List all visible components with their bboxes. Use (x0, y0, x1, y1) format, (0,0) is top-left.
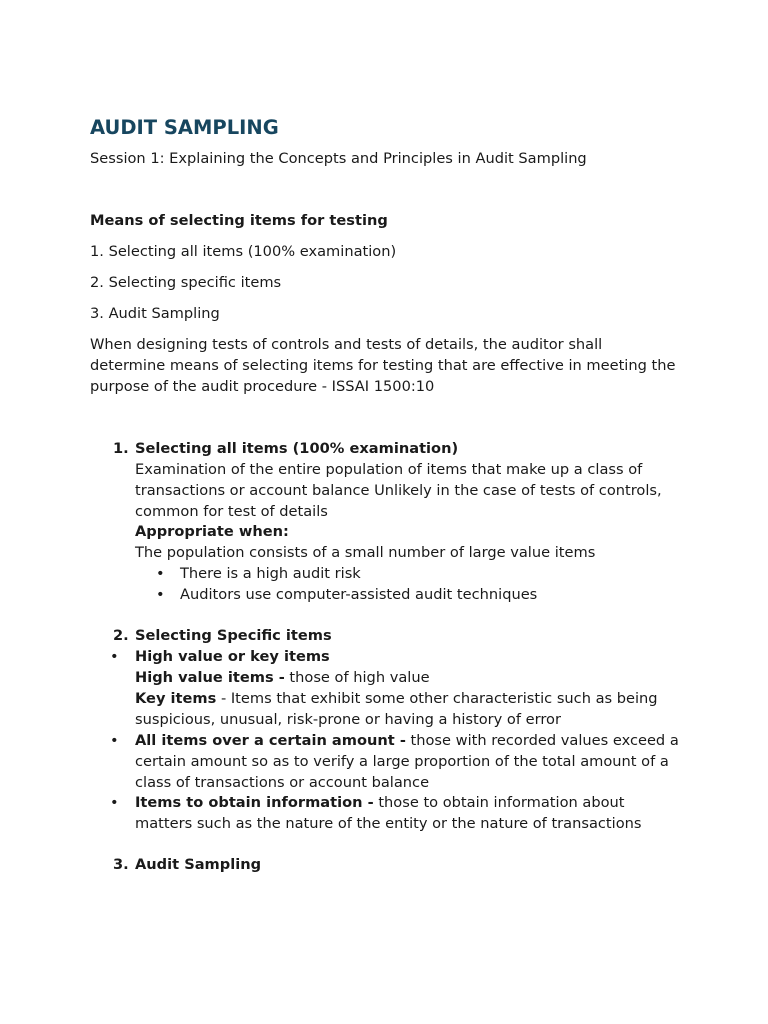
appropriate-text: The population consists of a small number of large value items (135, 544, 596, 561)
bullet-icon: • (156, 586, 165, 603)
key-items-line (135, 688, 685, 730)
key-items-text: - Items that exhibit some other characteristic such as being suspicious, unusual, risk-prone or having a history of error (135, 690, 658, 728)
high-value-items-label: High value items - (135, 669, 285, 686)
section-1-number: 1. (113, 440, 129, 457)
bullet-icon: • (156, 565, 165, 582)
items-obtain-info (135, 792, 685, 834)
items-over-amount-text: those with recorded values exceed a certain amount so as to verify a large proportion of the total amount of a class of transactions or account balance (135, 732, 679, 791)
high-value-items-line (135, 667, 685, 688)
items-obtain-info-text: those to obtain information about matters such as the nature of the entity or the nature of transactions (135, 794, 642, 832)
means-item-1: 1. Selecting all items (100% examination) (90, 243, 397, 260)
appropriate-label: Appropriate when: (135, 523, 289, 540)
intro-paragraph: When designing tests of controls and tests of details, the auditor shall determine means of selecting items for testing that are effective in meeting the purpose of the audit procedure - ISSAI 1500:10 (90, 336, 676, 395)
high-value-key-items: High value or key items (135, 648, 330, 665)
key-items-label: Key items (135, 690, 217, 707)
means-item-3: 3. Audit Sampling (90, 305, 220, 322)
section-1-description: Examination of the entire population of items that make up a class of transactions or account balance Unlikely in the case of tests of controls, common for test of details (135, 461, 662, 520)
bullet-icon: • (110, 648, 119, 665)
doc-title: AUDIT SAMPLING (90, 116, 279, 139)
bullet-icon: • (110, 794, 119, 811)
section-1-heading: Selecting all items (100% examination) (135, 440, 459, 457)
bullet-icon: • (110, 732, 119, 749)
means-heading: Means of selecting items for testing (90, 212, 388, 229)
section-2-heading: Selecting Specific items (135, 627, 332, 644)
items-over-amount-label: All items over a certain amount - (135, 732, 406, 749)
section-2-number: 2. (113, 627, 129, 644)
items-obtain-info-label: Items to obtain information - (135, 794, 374, 811)
items-over-amount (135, 730, 685, 793)
section-3-heading: Audit Sampling (135, 856, 262, 873)
high-value-items-text: those of high value (284, 669, 430, 686)
section-3-number: 3. (113, 856, 129, 873)
section-1-bullet-2: Auditors use computer-assisted audit techniques (180, 586, 538, 603)
means-item-2: 2. Selecting specific items (90, 274, 282, 291)
doc-subtitle: Session 1: Explaining the Concepts and Principles in Audit Sampling (90, 150, 587, 167)
section-1-bullet-1: There is a high audit risk (180, 565, 361, 582)
